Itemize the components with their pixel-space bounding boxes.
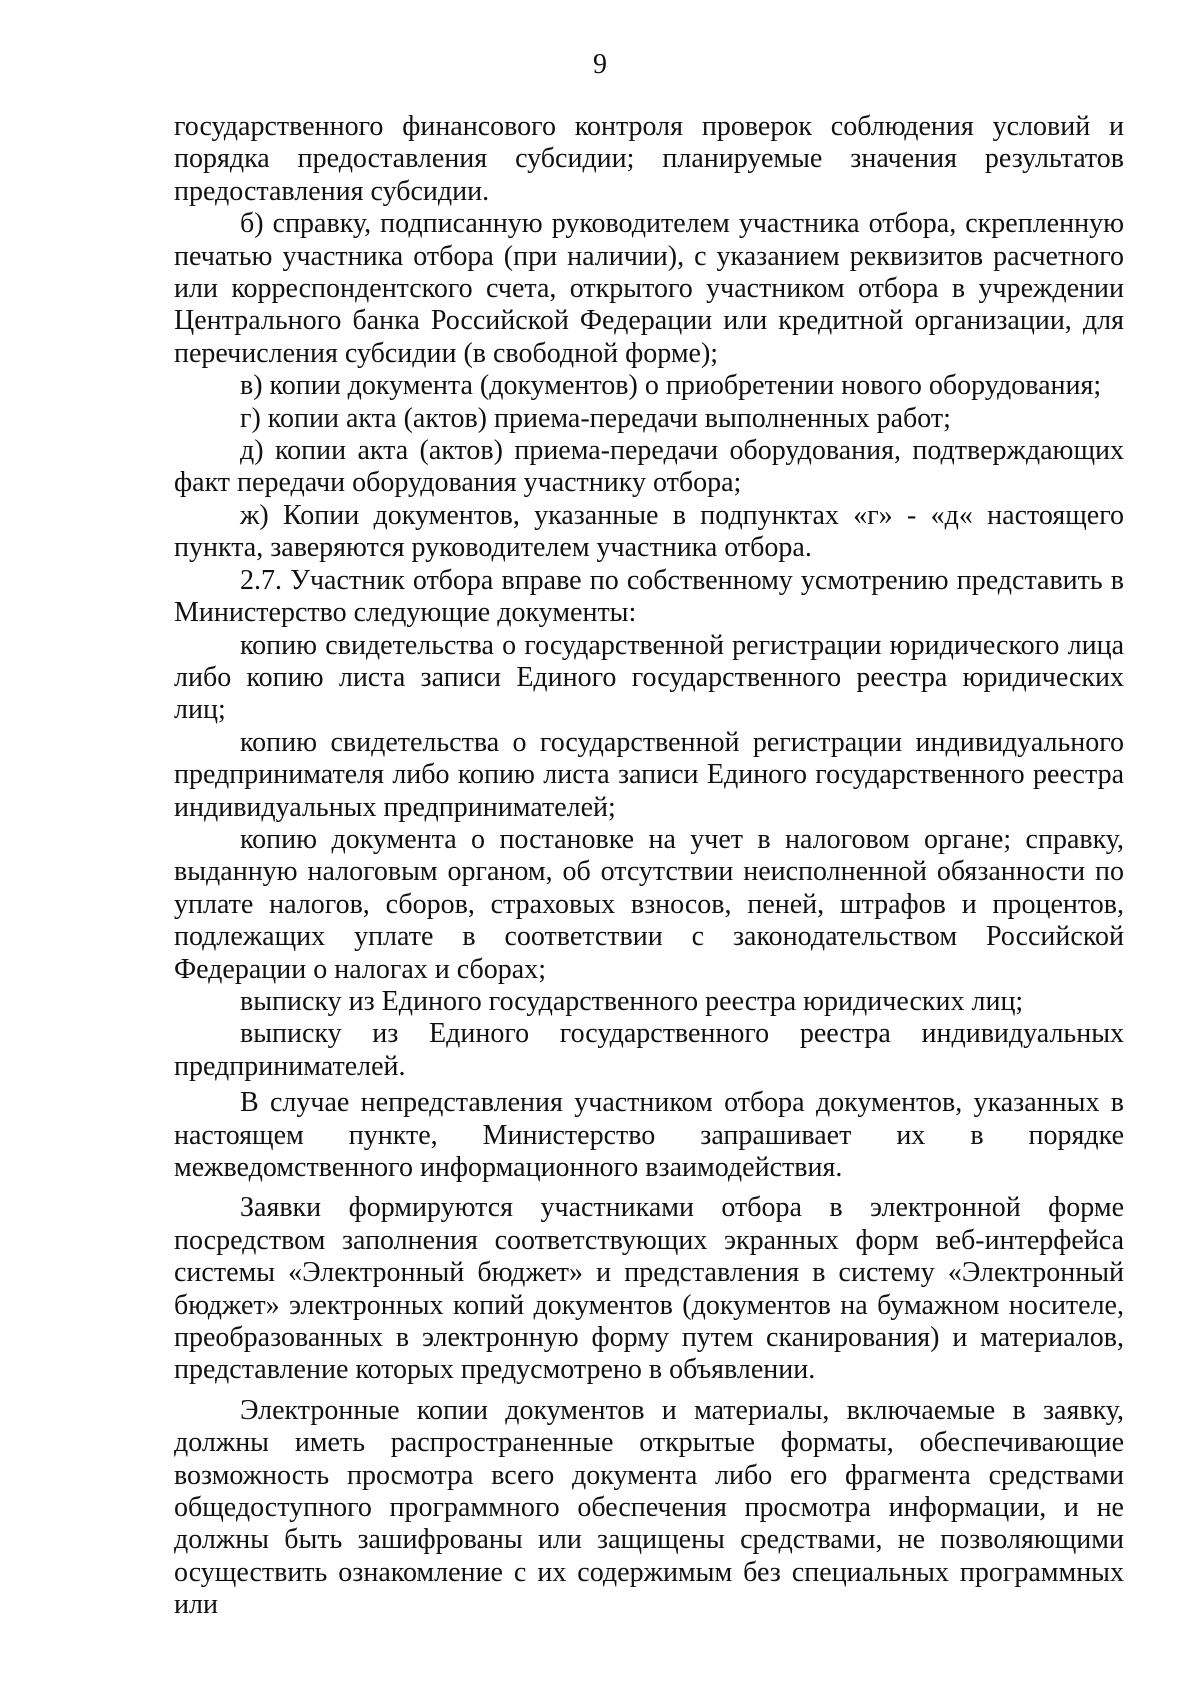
paragraph-11: выписку из Единого государственного реестра юридических лиц; xyxy=(240,985,1024,1017)
paragraph-12: выписку из Единого государственного реестра индивидуальных предпринимателей. xyxy=(174,1018,1124,1082)
paragraph-7: 2.7. Участник отбора вправе по собственному усмотрению представить в Министерство следующие документы: xyxy=(174,564,1124,629)
paragraph-10: копию документа о постановке на учет в налоговом органе; справку, выданную налоговым органом, об отсутствии неисполненной обязанности по уплате налогов, сборов, страховых взносов, пеней, штрафов и процентов, подлежащих уплате в соответствии с законодательством Российской Федерации о налогах и сборах; xyxy=(174,823,1124,985)
paragraph-1: государственного финансового контроля проверок соблюдения условий и порядка предоставления субсидии; планируемые значения результатов предоставления субсидии. xyxy=(174,111,1124,207)
paragraph-9: копию свидетельства о государственной регистрации индивидуального предпринимателя либо копию листа записи Единого государственного реестра индивидуальных предпринимателей; xyxy=(174,726,1124,823)
paragraph-15: Электронные копии документов и материалы, включаемые в заявку, должны иметь распространенные открытые форматы, обеспечивающие возможность просмотра всего документа либо его фрагмента средствами общедоступного программного обеспечения просмотра информации, и не должны быть зашифрованы или защищены средствами, не позволяющими осуществить ознакомление с их содержимым без специальных программных или xyxy=(174,1394,1124,1621)
page-number: 9 xyxy=(593,49,607,80)
paragraph-8: копию свидетельства о государственной регистрации юридического лица либо копию листа записи Единого государственного реестра юридических лиц; xyxy=(174,629,1124,726)
paragraph-13: В случае непредставления участником отбора документов, указанных в настоящем пункте, Министерство запрашивает их в порядке межведомственного информационного взаимодействия. xyxy=(174,1087,1124,1183)
paragraph-4: г) копии акта (актов) приема-передачи выполненных работ; xyxy=(240,402,951,434)
paragraph-3: в) копии документа (документов) о приобретении нового оборудования; xyxy=(240,370,1102,402)
document-body xyxy=(174,111,1124,1622)
paragraph-6: ж) Копии документов, указанные в подпунктах «г» - «д« настоящего пункта, заверяются руководителем участника отбора. xyxy=(174,499,1124,564)
paragraph-5: д) копии акта (актов) приема-передачи оборудования, подтверждающих факт передачи оборудования участнику отбора; xyxy=(174,435,1124,499)
paragraph-14: Заявки формируются участниками отбора в электронной форме посредством заполнения соответствующих экранных форм веб-интерфейса системы «Электронный бюджет» и представления в систему «Электронный бюджет» электронных копий документов (документов на бумажном носителе, преобразованных в электронную форму путем сканирования) и материалов, представление которых предусмотрено в объявлении. xyxy=(174,1192,1124,1386)
paragraph-2: б) справку, подписанную руководителем участника отбора, скрепленную печатью участника отбора (при наличии), с указанием реквизитов расчетного или корреспондентского счета, открытого участником отбора в учреждении Центрального банка Российской Федерации или кредитной организации, для перечисления субсидии (в свободной форме); xyxy=(174,208,1124,369)
